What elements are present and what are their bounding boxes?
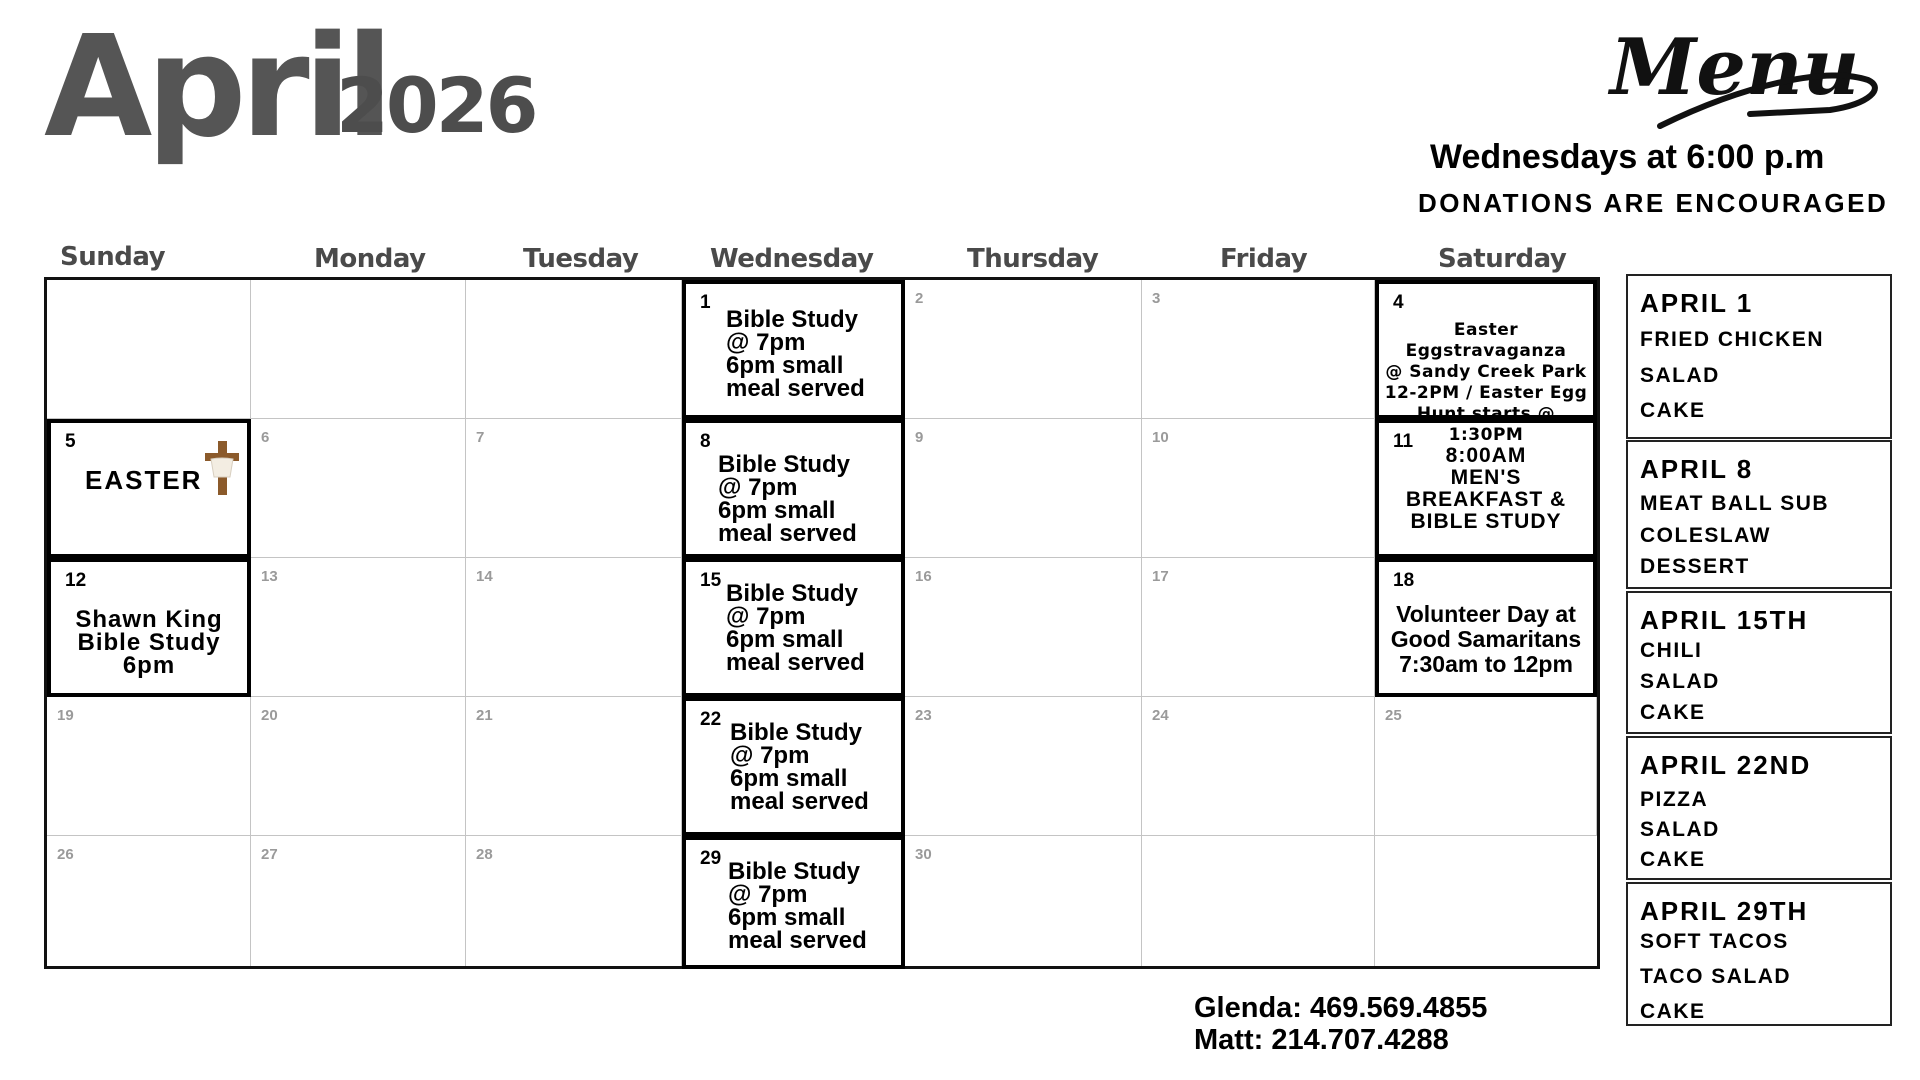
date-number: 30 [915,846,932,863]
date-number: 2 [915,290,924,307]
calendar-cell-5[interactable] [47,419,251,558]
calendar-cell-17[interactable] [1142,558,1375,697]
calendar-cell-3[interactable] [1142,280,1375,419]
menu-item: COLESLAW [1640,524,1771,547]
calendar-cell-12[interactable] [47,558,251,697]
bible-study-event: Bible Study @ 7pm 6pm small meal served [718,451,857,547]
date-number: 13 [261,568,278,585]
calendar-cell-30[interactable] [905,836,1142,966]
menu-item: CAKE [1640,399,1706,422]
date-number: 14 [476,568,493,585]
dayname-sunday: Sunday [60,242,166,272]
calendar-cell-19[interactable] [47,697,251,836]
date-number: 22 [700,709,722,730]
calendar-cell-11[interactable] [1375,419,1597,558]
calendar-cell-8[interactable] [682,419,905,558]
date-number: 9 [915,429,924,446]
calendar-cell-empty [466,280,682,419]
menu-box-april-1 [1626,274,1892,439]
calendar-cell-14[interactable] [466,558,682,697]
calendar-cell-empty [1142,836,1375,966]
date-number: 10 [1152,429,1169,446]
bible-study-event: Bible Study @ 7pm 6pm small meal served [726,580,865,676]
date-number: 12 [65,570,87,591]
menu-item: MEAT BALL SUB [1640,492,1830,515]
date-number: 21 [476,707,493,724]
date-number: 26 [57,846,74,863]
dayname-monday: Monday [314,244,426,274]
contact-info [1194,992,1487,1056]
menu-box-april-8 [1626,440,1892,589]
menu-item: DESSERT [1640,555,1750,578]
dayname-tuesday: Tuesday [523,244,639,274]
calendar-cell-21[interactable] [466,697,682,836]
date-number: 25 [1385,707,1402,724]
date-number: 23 [915,707,932,724]
menu-item: CAKE [1640,1000,1706,1023]
date-number: 7 [476,429,485,446]
menu-box-april-15 [1626,591,1892,734]
menu-logo-text: Menu [1610,22,1860,113]
calendar-cell-20[interactable] [251,697,466,836]
date-number: 17 [1152,568,1169,585]
date-number: 15 [700,570,722,591]
wednesday-time: Wednesdays at 6:00 p.m [1430,138,1825,176]
calendar-cell-16[interactable] [905,558,1142,697]
calendar-cell-1[interactable] [682,280,905,419]
date-number: 1 [700,292,711,313]
calendar-cell-13[interactable] [251,558,466,697]
date-number: 24 [1152,707,1169,724]
menu-item: PIZZA [1640,788,1709,811]
year-title: 2026 [336,61,536,150]
menu-item: SALAD [1640,670,1720,693]
contact-matt: Matt: 214.707.4288 [1194,1024,1449,1056]
calendar-cell-29[interactable] [682,836,905,969]
dayname-friday: Friday [1220,244,1308,274]
menu-item: CAKE [1640,848,1706,871]
calendar-cell-10[interactable] [1142,419,1375,558]
menu-item: FRIED CHICKEN [1640,328,1825,351]
menu-date: APRIL 22ND [1640,750,1812,780]
menu-logo [1600,22,1880,132]
calendar-cell-24[interactable] [1142,697,1375,836]
calendar-cell-25[interactable] [1375,697,1597,836]
dayname-wednesday: Wednesday [710,244,874,274]
volunteer-day-event: Volunteer Day at Good Samaritans 7:30am to 12pm [1390,601,1582,677]
mens-breakfast-event: 8:00AM MEN'S BREAKFAST & BIBLE STUDY [1405,444,1567,533]
date-number: 27 [261,846,278,863]
calendar-cell-empty [47,280,251,419]
calendar-cell-empty [251,280,466,419]
bible-study-event: Bible Study @ 7pm 6pm small meal served [728,858,867,954]
date-number: 16 [915,568,932,585]
calendar-cell-2[interactable] [905,280,1142,419]
calendar-cell-27[interactable] [251,836,466,966]
calendar-cell-23[interactable] [905,697,1142,836]
calendar-cell-empty [1375,836,1597,966]
menu-box-april-29 [1626,882,1892,1026]
date-number: 6 [261,429,270,446]
calendar-cell-6[interactable] [251,419,466,558]
easter-eggstravaganza-event: Easter Eggstravaganza @ Sandy Creek Park 12-2PM / Easter Egg Hunt starts @ 1:30PM [1384,320,1588,445]
dayname-saturday: Saturday [1438,244,1567,274]
menu-item: TACO SALAD [1640,965,1792,988]
menu-item: CAKE [1640,701,1706,724]
calendar-cell-28[interactable] [466,836,682,966]
date-number: 19 [57,707,74,724]
calendar-cell-18[interactable] [1375,558,1597,697]
calendar-cell-22[interactable] [682,697,905,836]
menu-date: APRIL 8 [1640,454,1754,484]
calendar-cell-7[interactable] [466,419,682,558]
calendar-grid [44,277,1600,969]
menu-date: APRIL 1 [1640,288,1754,318]
date-number: 20 [261,707,278,724]
calendar-cell-15[interactable] [682,558,905,697]
dayname-thursday: Thursday [967,244,1099,274]
contact-glenda: Glenda: 469.569.4855 [1194,992,1488,1024]
month-title: April [44,6,388,169]
date-number: 5 [65,431,76,452]
date-number: 18 [1393,570,1415,591]
date-number: 4 [1393,292,1404,313]
menu-item: SALAD [1640,818,1720,841]
calendar-cell-9[interactable] [905,419,1142,558]
menu-date: APRIL 15TH [1640,605,1809,635]
menu-date: APRIL 29TH [1640,896,1809,926]
cross-icon [203,439,241,497]
date-number: 11 [1393,431,1414,452]
easter-event: EASTER [85,465,203,495]
date-number: 29 [700,848,722,869]
menu-box-april-22 [1626,736,1892,880]
menu-item: CHILI [1640,639,1703,662]
menu-item: SALAD [1640,364,1720,387]
bible-study-event: Bible Study @ 7pm 6pm small meal served [730,719,869,815]
date-number: 8 [700,431,711,452]
calendar-cell-26[interactable] [47,836,251,966]
menu-item: SOFT TACOS [1640,930,1789,953]
shawn-king-event: Shawn King Bible Study 6pm [75,606,223,679]
date-number: 28 [476,846,493,863]
bible-study-event: Bible Study @ 7pm 6pm small meal served [726,306,865,402]
donations-note: DONATIONS ARE ENCOURAGED [1418,188,1889,218]
date-number: 3 [1152,290,1161,307]
